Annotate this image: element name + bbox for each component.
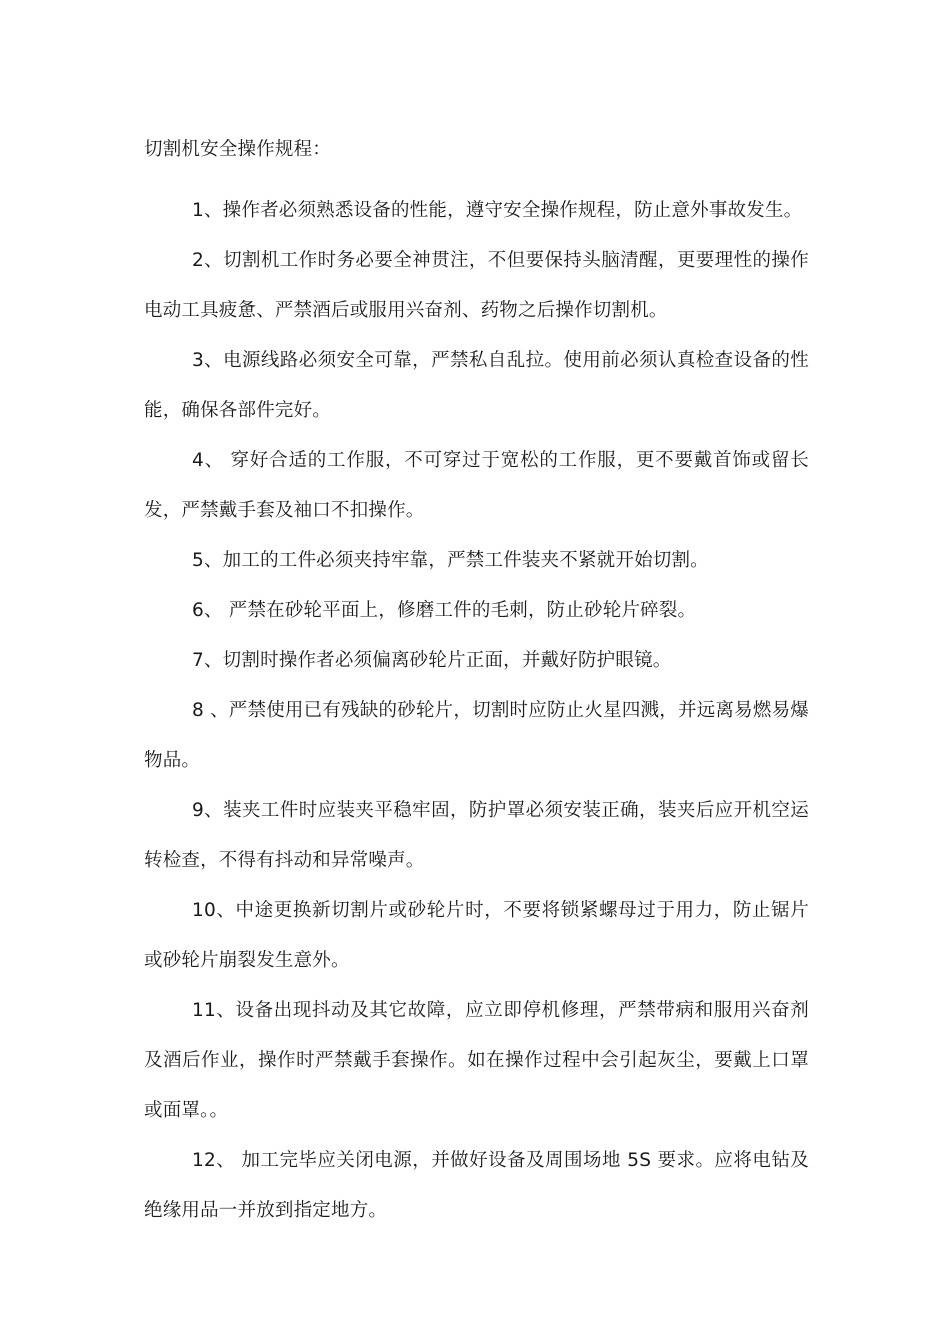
rule-item-5: 5、加工的工件必须夹持牢靠，严禁工件装夹不紧就开始切割。 <box>192 550 709 571</box>
rules-list <box>144 186 809 1236</box>
rule-item-3: 3、电源线路必须安全可靠，严禁私自乱拉。使用前必须认真检查设备的性能，确保各部件完好。 <box>144 350 809 421</box>
rule-item-12: 12、 加工完毕应关闭电源，并做好设备及周围场地 5S 要求。应将电钻及绝缘用品一并放到指定地方。 <box>144 1150 809 1221</box>
rule-item-8: 8 、严禁使用已有残缺的砂轮片，切割时应防止火星四溅，并远离易燃易爆物品。 <box>144 700 809 771</box>
rule-item-4: 4、 穿好合适的工作服，不可穿过于宽松的工作服，更不要戴首饰或留长发，严禁戴手套及袖口不扣操作。 <box>144 450 809 521</box>
document-title: 切割机安全操作规程： <box>144 139 332 160</box>
rule-item-6: 6、 严禁在砂轮平面上，修磨工件的毛刺，防止砂轮片碎裂。 <box>192 600 697 621</box>
rule-item-7: 7、切割时操作者必须偏离砂轮片正面，并戴好防护眼镜。 <box>192 650 672 671</box>
rule-item-10: 10、中途更换新切割片或砂轮片时，不要将锁紧螺母过于用力，防止锯片或砂轮片崩裂发生意外。 <box>144 900 809 971</box>
rule-item-9: 9、装夹工件时应装夹平稳牢固，防护罩必须安装正确，装夹后应开机空运转检查，不得有抖动和异常噪声。 <box>144 800 809 871</box>
rule-item-1: 1、操作者必须熟悉设备的性能，遵守安全操作规程，防止意外事故发生。 <box>192 200 803 221</box>
rule-item-2: 2、切割机工作时务必要全神贯注，不但要保持头脑清醒，更要理性的操作电动工具疲惫、严禁酒后或服用兴奋剂、药物之后操作切割机。 <box>144 250 809 321</box>
rule-item-11: 11、设备出现抖动及其它故障，应立即停机修理，严禁带病和服用兴奋剂及酒后作业，操作时严禁戴手套操作。如在操作过程中会引起灰尘，要戴上口罩或面罩。。 <box>144 1000 809 1121</box>
